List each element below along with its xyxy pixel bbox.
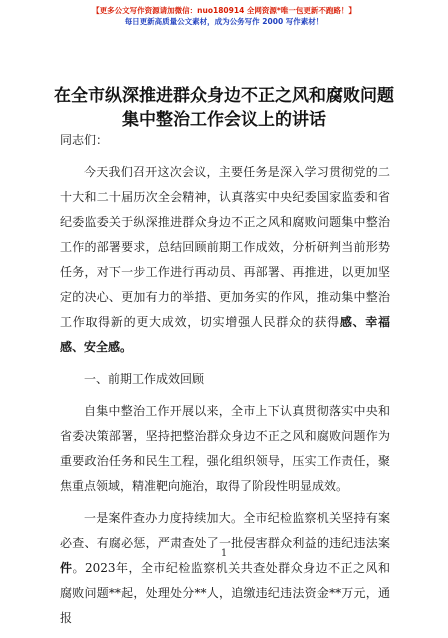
- page-number: 1: [220, 548, 228, 559]
- intro-text: 今天我们召开这次会议，主要任务是深入学习贯彻党的二十大和二十届历次全会精神，认真落实中央纪委国家监委和省纪委监委关于纵深推进群众身边不正之风和腐败问题集中整治工作的部署要求，总结回顾前期工作成效，分析研判当前形势任务，对下一步工作进行再动员、再部署、再推进，以更加坚定的决心、更加有力的举措、更加务实的作风，推动集中整治工作取得新的更大成效，切实增强人民群众的获得: [60, 165, 390, 329]
- paragraph-3-text-a: 一是案件查办力度持续加大。全市纪检监察机关坚持有案必查、有腐必惩，严肃查处了一批侵害群众利益的违纪违法案: [60, 511, 390, 550]
- paragraph-2: 自集中整治工作开展以来，全市上下认真贯彻落实中央和省委决策部署，坚持把整治群众身边不正之风和腐败问题作为重要政治任务和民生工程，强化组织领导，压实工作责任，聚焦重点领域，精准靶向施治，取得了阶段性明显成效。: [60, 404, 390, 493]
- intro-bold-text: 感、幸福感、安全感。: [60, 315, 390, 354]
- document-title: [40, 84, 408, 132]
- promo-banner: [0, 5, 448, 27]
- document-title-line2: 集中整治工作会议上的讲话: [122, 110, 326, 130]
- paragraph-3-text-b: 。2023年，全市纪检监察机关共查处群众身边不正之风和腐败问题**起，处理处分**人，追缴违纪违法资金**万元，通报: [60, 561, 390, 625]
- promo-banner-line2: 每日更新高质量公文素材，成为公务写作 2000 写作素材！: [124, 17, 324, 26]
- salutation: 同志们：: [60, 133, 109, 147]
- intro-paragraph: [60, 160, 390, 360]
- paragraph-3-bold: 件: [60, 561, 73, 575]
- section-heading-1: 一、前期工作成效回顾: [84, 372, 205, 386]
- document-body: [60, 128, 390, 638]
- promo-banner-line1: 【更多公文写作资源请加微信：nuo180914 全网资源*唯一包更新不跑路！】: [92, 6, 356, 15]
- document-title-line1: 在全市纵深推进群众身边不正之风和腐败问题: [54, 86, 394, 106]
- paragraph-3: [60, 506, 390, 631]
